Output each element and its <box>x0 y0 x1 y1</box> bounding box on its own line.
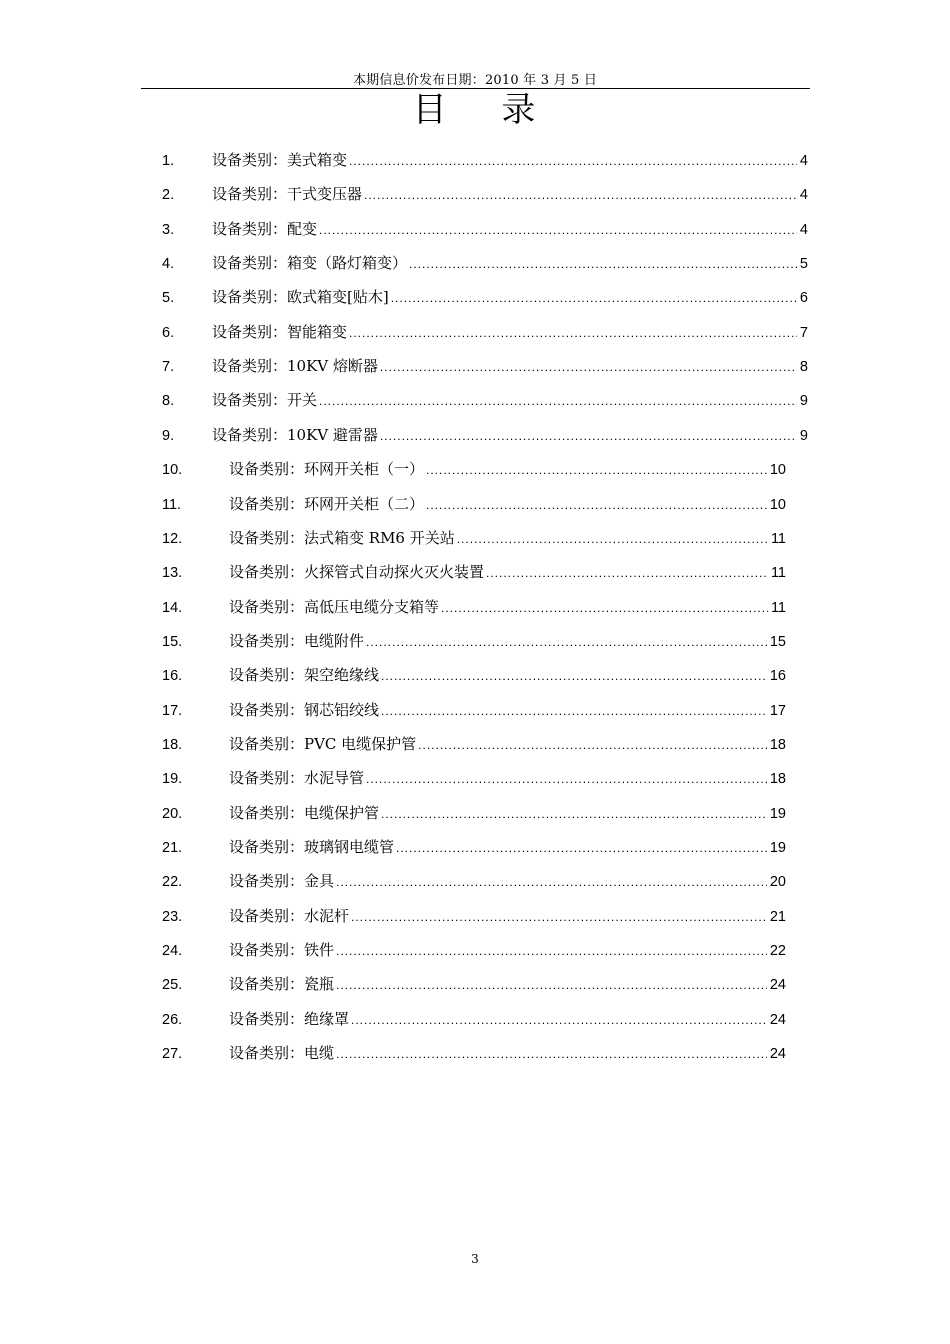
toc-entry[interactable] <box>162 320 808 344</box>
toc-entry-page: 16 <box>769 668 786 685</box>
toc-entry-label: 设备类别：环网开关柜（一） <box>229 460 425 479</box>
toc-entry-label: 设备类别：电缆附件 <box>229 631 365 650</box>
toc-entry[interactable] <box>162 217 808 241</box>
toc-entry-label: 设备类别：玻璃钢电缆管 <box>229 838 395 856</box>
toc-dot-leader <box>381 802 767 826</box>
toc-entry-page: 11 <box>770 599 786 616</box>
toc-entry-number: 11. <box>162 496 182 513</box>
toc-entry-number: 18. <box>162 736 183 753</box>
toc-entry-page: 5 <box>799 256 808 273</box>
toc-entry-number: 10. <box>162 462 183 479</box>
toc-entry[interactable] <box>162 801 786 825</box>
toc-entry[interactable] <box>162 938 786 962</box>
toc-entry-number: 21. <box>162 840 183 856</box>
toc-entry[interactable] <box>162 629 786 653</box>
toc-entry[interactable] <box>162 904 786 928</box>
toc-entry[interactable] <box>162 423 808 447</box>
toc-entry[interactable] <box>162 251 808 275</box>
toc-entry-page: 19 <box>769 840 786 856</box>
toc-entry-page: 17 <box>769 702 786 719</box>
toc-entry-page: 4 <box>799 221 808 238</box>
toc-entry-label: 设备类别：PVC 电缆保护管 <box>229 734 417 753</box>
toc-entry-number: 13. <box>162 565 183 582</box>
toc-dot-leader <box>381 699 767 723</box>
toc-entry-number: 2. <box>162 187 175 204</box>
toc-entry-label: 设备类别：开关 <box>212 391 318 410</box>
toc-entry[interactable] <box>162 1007 786 1031</box>
toc-dot-leader <box>426 458 767 482</box>
toc-dot-leader <box>349 149 797 173</box>
toc-dot-leader <box>336 939 767 963</box>
toc-entry-page: 6 <box>799 290 808 307</box>
toc-entry-label: 设备类别：铁件 <box>229 941 335 960</box>
toc-entry[interactable] <box>162 560 786 584</box>
toc-entry-page: 20 <box>769 874 786 891</box>
toc-dot-leader <box>366 767 767 791</box>
toc-entry-label: 设备类别：高低压电缆分支箱等 <box>229 597 440 616</box>
toc-dot-leader <box>409 252 797 276</box>
toc-entry-number: 3. <box>162 221 175 238</box>
toc-entry[interactable] <box>162 1041 786 1065</box>
toc-entry-label: 设备类别：水泥杆 <box>229 906 350 925</box>
toc-entry-number: 7. <box>162 359 175 376</box>
toc-dot-leader <box>349 321 797 345</box>
toc-dot-leader <box>380 355 797 379</box>
toc-entry-page: 9 <box>799 393 808 410</box>
toc-entry-page: 10 <box>769 462 786 479</box>
toc-entry-label: 设备类别：10KV 熔断器 <box>212 357 378 376</box>
toc-entry-label: 设备类别：配变 <box>212 219 318 238</box>
toc-entry-number: 4. <box>162 256 175 273</box>
page-title: 目 录 <box>412 90 538 130</box>
toc-dot-leader <box>457 527 768 551</box>
toc-entry-number: 15. <box>162 633 183 650</box>
toc-entry-page: 8 <box>799 359 808 376</box>
toc-entry[interactable] <box>162 663 786 687</box>
toc-dot-leader <box>366 630 767 654</box>
toc-entry-label: 设备类别：干式变压器 <box>212 185 363 204</box>
toc-dot-leader <box>336 870 767 894</box>
toc-entry-label: 设备类别：美式箱变 <box>212 151 348 169</box>
toc-entry-label: 设备类别：水泥导管 <box>229 769 365 788</box>
toc-entry-number: 9. <box>162 427 175 444</box>
toc-entry[interactable] <box>162 835 786 859</box>
toc-dot-leader <box>380 424 797 448</box>
toc-entry-label: 设备类别：法式箱变 RM6 开关站 <box>229 528 455 547</box>
toc-dot-leader <box>319 389 797 413</box>
toc-entry-page: 7 <box>799 324 808 341</box>
toc-entry-number: 14. <box>162 599 183 616</box>
toc-entry[interactable] <box>162 457 786 481</box>
toc-dot-leader <box>336 973 767 997</box>
toc-entry-label: 设备类别：欧式箱变[贴木] <box>212 288 389 307</box>
toc-entry[interactable] <box>162 492 786 516</box>
toc-entry-page: 4 <box>799 153 808 169</box>
toc-entry-number: 5. <box>162 290 175 307</box>
toc-entry[interactable] <box>162 698 786 722</box>
toc-entry-label: 设备类别：箱变（路灯箱变） <box>212 254 408 273</box>
toc-entry-number: 22. <box>162 874 183 891</box>
toc-entry[interactable] <box>162 182 808 206</box>
toc-entry-label: 设备类别：瓷瓶 <box>229 975 335 994</box>
toc-dot-leader <box>441 596 768 620</box>
toc-entry-page: 4 <box>799 187 808 204</box>
toc-entry-number: 6. <box>162 324 175 341</box>
toc-entry[interactable] <box>162 148 808 172</box>
toc-entry[interactable] <box>162 285 808 309</box>
toc-dot-leader <box>319 218 797 242</box>
toc-entry-page: 22 <box>769 943 786 960</box>
toc-entry-label: 设备类别：环网开关柜（二） <box>229 494 425 513</box>
toc-dot-leader <box>364 183 797 207</box>
toc-entry-number: 8. <box>162 393 175 410</box>
toc-entry-page: 11 <box>770 530 786 547</box>
toc-entry-page: 24 <box>769 1011 786 1028</box>
toc-entry-page: 11 <box>770 565 786 582</box>
toc-entry-number: 1. <box>162 153 175 169</box>
toc-dot-leader <box>381 664 767 688</box>
toc-dot-leader <box>336 1042 767 1066</box>
toc-entry-label: 设备类别：10KV 避雷器 <box>212 425 378 444</box>
toc-entry-page: 24 <box>769 977 786 994</box>
toc-entry-page: 24 <box>769 1046 786 1063</box>
toc-entry-page: 18 <box>769 736 786 753</box>
toc-entry[interactable] <box>162 732 786 756</box>
toc-dot-leader <box>391 286 797 310</box>
toc-entry[interactable] <box>162 388 808 412</box>
toc-entry-label: 设备类别：架空绝缘线 <box>229 666 380 685</box>
toc-entry-number: 16. <box>162 668 183 685</box>
toc-entry-number: 23. <box>162 908 183 925</box>
toc-dot-leader <box>426 493 767 517</box>
toc-entry-number: 12. <box>162 530 183 547</box>
toc-entry-label: 设备类别：火探管式自动探火灭火装置 <box>229 563 485 582</box>
toc-entry-page: 9 <box>799 427 808 444</box>
toc-entry-page: 15 <box>769 633 786 650</box>
toc-entry[interactable] <box>162 869 786 893</box>
toc-entry[interactable] <box>162 354 808 378</box>
toc-entry-number: 27. <box>162 1046 183 1063</box>
toc-entry-label: 设备类别：电缆保护管 <box>229 803 380 822</box>
toc-dot-leader <box>351 905 767 929</box>
toc-entry-number: 17. <box>162 702 183 719</box>
toc-entry-page: 19 <box>769 805 786 822</box>
toc-dot-leader <box>418 733 767 757</box>
toc-entry-number: 25. <box>162 977 183 994</box>
toc-entry-number: 24. <box>162 943 183 960</box>
toc-entry-number: 26. <box>162 1011 183 1028</box>
toc-dot-leader <box>396 836 767 860</box>
toc-entry-page: 18 <box>769 771 786 788</box>
toc-entry-number: 20. <box>162 805 183 822</box>
toc-entry[interactable] <box>162 595 786 619</box>
page-number: 3 <box>471 1252 479 1266</box>
toc-dot-leader <box>486 561 768 585</box>
toc-entry-label: 设备类别：钢芯铝绞线 <box>229 700 380 719</box>
toc-entry-page: 21 <box>769 908 786 925</box>
toc-entry-label: 设备类别：金具 <box>229 872 335 891</box>
toc-entry-label: 设备类别：电缆 <box>229 1044 335 1063</box>
toc-entry[interactable] <box>162 766 786 790</box>
toc-entry-label: 设备类别：绝缘罩 <box>229 1009 350 1028</box>
toc-dot-leader <box>351 1008 767 1032</box>
toc-entry[interactable] <box>162 526 786 550</box>
toc-entry-number: 19. <box>162 771 183 788</box>
toc-entry[interactable] <box>162 972 786 996</box>
toc-entry-page: 10 <box>769 496 786 513</box>
page-header: 本期信息价发布日期：2010 年 3 月 5 日 <box>352 73 598 88</box>
toc-entry-label: 设备类别：智能箱变 <box>212 322 348 341</box>
